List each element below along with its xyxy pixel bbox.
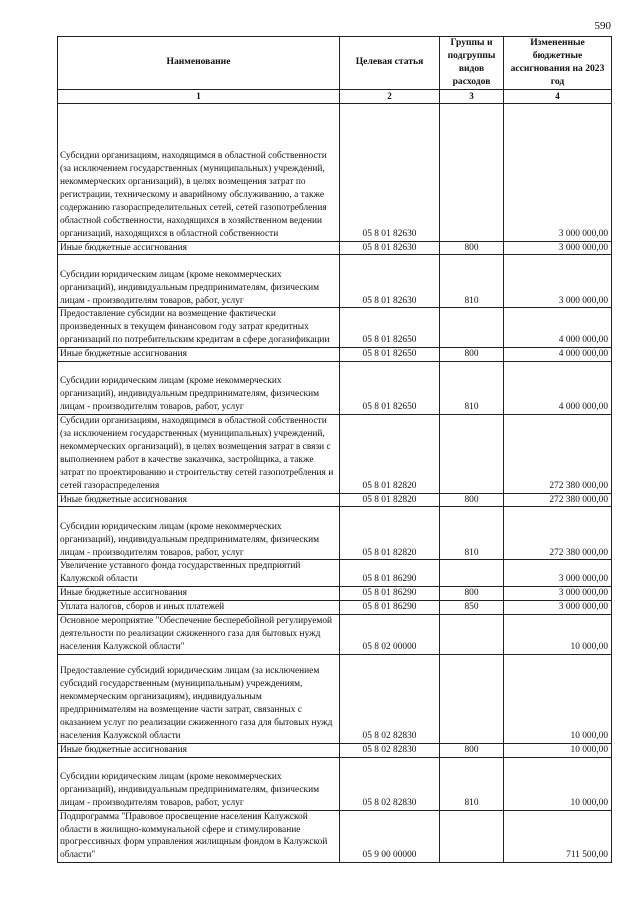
row-code: 05 8 02 82830 bbox=[340, 743, 440, 757]
row-group: 800 bbox=[440, 348, 504, 362]
row-code: 05 8 01 82650 bbox=[340, 362, 440, 415]
row-amount-value: 3 000 000,00 bbox=[558, 574, 608, 585]
table-row bbox=[58, 241, 612, 255]
row-amount-value: 711 500,00 bbox=[566, 850, 608, 861]
row-amount-value: 272 380 000,00 bbox=[549, 480, 608, 491]
row-group: 800 bbox=[440, 743, 504, 757]
row-amount bbox=[504, 743, 612, 757]
row-group: 810 bbox=[440, 362, 504, 415]
row-amount-value: 10 000,00 bbox=[570, 797, 608, 808]
row-code: 05 8 02 82830 bbox=[340, 654, 440, 743]
row-code: 05 8 01 82650 bbox=[340, 348, 440, 362]
row-name: Субсидии юридическим лицам (кроме некоммерческих организаций), индивидуальным предпринимателям, физическим лицам - производителям товаров, работ, услуг bbox=[58, 507, 340, 560]
row-amount bbox=[504, 362, 612, 415]
table-row bbox=[58, 757, 612, 810]
row-amount-value: 272 380 000,00 bbox=[549, 547, 608, 558]
row-group bbox=[440, 654, 504, 743]
column-number-row bbox=[58, 89, 612, 103]
header-name: Наименование bbox=[58, 37, 340, 90]
row-amount bbox=[504, 615, 612, 655]
table-row bbox=[58, 255, 612, 308]
table-row bbox=[58, 743, 612, 757]
header-amount: Измененные бюджетные ассигнования на 2023 год bbox=[504, 37, 612, 90]
row-code: 05 8 01 86290 bbox=[340, 587, 440, 601]
row-amount bbox=[504, 308, 612, 348]
row-code: 05 8 01 82630 bbox=[340, 255, 440, 308]
row-amount bbox=[504, 654, 612, 743]
table-row bbox=[58, 415, 612, 493]
row-name: Уплата налогов, сборов и иных платежей bbox=[58, 601, 340, 615]
column-number-3: 3 bbox=[440, 89, 504, 103]
header-group: Группы и подгруппы видов расходов bbox=[440, 37, 504, 90]
row-amount bbox=[504, 255, 612, 308]
row-group bbox=[440, 415, 504, 493]
row-name: Увеличение уставного фонда государственных предприятий Калужской области bbox=[58, 560, 340, 587]
row-amount-value: 3 000 000,00 bbox=[558, 588, 608, 599]
row-amount bbox=[504, 493, 612, 507]
row-amount-value: 4 000 000,00 bbox=[558, 349, 608, 360]
table-row bbox=[58, 362, 612, 415]
row-code: 05 9 00 00000 bbox=[340, 810, 440, 863]
row-code: 05 8 02 00000 bbox=[340, 615, 440, 655]
row-name: Основное мероприятие "Обеспечение бесперебойной регулируемой деятельности по реализации сжиженного газа для бытовых нужд населения Калужской области" bbox=[58, 615, 340, 655]
budget-table bbox=[57, 36, 612, 863]
header-row bbox=[58, 37, 612, 90]
row-name: Субсидии юридическим лицам (кроме некоммерческих организаций), индивидуальным предпринимателям, физическим лицам - производителям товаров, работ, услуг bbox=[58, 362, 340, 415]
row-amount bbox=[504, 587, 612, 601]
row-code: 05 8 01 82630 bbox=[340, 241, 440, 255]
table-row bbox=[58, 507, 612, 560]
column-number-4: 4 bbox=[504, 89, 612, 103]
row-code: 05 8 01 82820 bbox=[340, 415, 440, 493]
header-code: Целевая статья bbox=[340, 37, 440, 90]
table-row bbox=[58, 601, 612, 615]
row-amount bbox=[504, 103, 612, 241]
table-row bbox=[58, 810, 612, 863]
row-group: 800 bbox=[440, 493, 504, 507]
table-row bbox=[58, 493, 612, 507]
row-name: Предоставление субсидии на возмещение фактически произведенных в текущем финансовом году затрат кредитных организаций по потребительским кредитам в сфере догазификации bbox=[58, 308, 340, 348]
row-name: Субсидии организациям, находящимся в областной собственности (за исключением государственных (муниципальных) учреждений, некоммерческих организаций), в целях возмещения затрат по регистрации, техническому и аварийному обслуживанию, а также содержанию газораспределительных сетей, сетей газопотребления областной собственности, находящихся в хозяйственном ведении организаций, находящихся в областной собственности bbox=[58, 103, 340, 241]
row-amount bbox=[504, 757, 612, 810]
row-amount-value: 3 000 000,00 bbox=[558, 602, 608, 613]
row-name: Предоставление субсидий юридическим лицам (за исключением субсидий государственным (муниципальным) учреждениям, некоммерческим организациям), индивидуальным предпринимателям на возмещение части затрат, связанных с оказанием услуг по реализации сжиженного газа для бытовых нужд населения Калужской области bbox=[58, 654, 340, 743]
row-amount-value: 272 380 000,00 bbox=[549, 494, 608, 505]
row-code: 05 8 01 82820 bbox=[340, 493, 440, 507]
row-name: Иные бюджетные ассигнования bbox=[58, 348, 340, 362]
row-group bbox=[440, 615, 504, 655]
column-number-1: 1 bbox=[58, 89, 340, 103]
row-name: Подпрограмма "Правовое просвещение населения Калужской области в жилищно-коммунальной сфере и стимулирование прогрессивных форм управления жилищным фондом в Калужской области" bbox=[58, 810, 340, 863]
row-group bbox=[440, 103, 504, 241]
row-group bbox=[440, 308, 504, 348]
table-row bbox=[58, 615, 612, 655]
row-group bbox=[440, 560, 504, 587]
row-amount bbox=[504, 810, 612, 863]
table-row bbox=[58, 103, 612, 241]
row-amount bbox=[504, 241, 612, 255]
row-code: 05 8 01 82820 bbox=[340, 507, 440, 560]
row-code: 05 8 01 82630 bbox=[340, 103, 440, 241]
row-name: Иные бюджетные ассигнования bbox=[58, 241, 340, 255]
row-amount-value: 10 000,00 bbox=[570, 641, 608, 652]
row-group bbox=[440, 810, 504, 863]
row-amount-value: 3 000 000,00 bbox=[558, 242, 608, 253]
row-code: 05 8 01 86290 bbox=[340, 560, 440, 587]
row-amount bbox=[504, 415, 612, 493]
row-name: Иные бюджетные ассигнования bbox=[58, 587, 340, 601]
table-row bbox=[58, 308, 612, 348]
row-amount-value: 3 000 000,00 bbox=[558, 295, 608, 306]
row-name: Субсидии организациям, находящимся в областной собственности (за исключением государственных (муниципальных) учреждений, некоммерческих организаций), в целях возмещения затрат в связи с выполнением работ в качестве заказчика, застройщика, а также затрат по проектированию и строительству сетей газопотребления и сетей газораспределения bbox=[58, 415, 340, 493]
row-name: Иные бюджетные ассигнования bbox=[58, 743, 340, 757]
table-row bbox=[58, 587, 612, 601]
row-amount bbox=[504, 601, 612, 615]
table-row bbox=[58, 654, 612, 743]
page-number: 590 bbox=[594, 20, 611, 32]
row-amount bbox=[504, 507, 612, 560]
table-row bbox=[58, 348, 612, 362]
row-amount-value: 10 000,00 bbox=[570, 744, 608, 755]
row-name: Субсидии юридическим лицам (кроме некоммерческих организаций), индивидуальным предпринимателям, физическим лицам - производителям товаров, работ, услуг bbox=[58, 255, 340, 308]
row-amount-value: 3 000 000,00 bbox=[558, 228, 608, 239]
row-name: Иные бюджетные ассигнования bbox=[58, 493, 340, 507]
row-group: 810 bbox=[440, 255, 504, 308]
row-group: 800 bbox=[440, 241, 504, 255]
row-group: 810 bbox=[440, 757, 504, 810]
row-group: 850 bbox=[440, 601, 504, 615]
row-amount-value: 4 000 000,00 bbox=[558, 335, 608, 346]
row-group: 810 bbox=[440, 507, 504, 560]
row-group: 800 bbox=[440, 587, 504, 601]
row-code: 05 8 01 86290 bbox=[340, 601, 440, 615]
table-row bbox=[58, 560, 612, 587]
row-name: Субсидии юридическим лицам (кроме некоммерческих организаций), индивидуальным предпринимателям, физическим лицам - производителям товаров, работ, услуг bbox=[58, 757, 340, 810]
row-code: 05 8 02 82830 bbox=[340, 757, 440, 810]
row-amount-value: 4 000 000,00 bbox=[558, 402, 608, 413]
column-number-2: 2 bbox=[340, 89, 440, 103]
row-code: 05 8 01 82650 bbox=[340, 308, 440, 348]
row-amount bbox=[504, 348, 612, 362]
row-amount bbox=[504, 560, 612, 587]
row-amount-value: 10 000,00 bbox=[570, 730, 608, 741]
